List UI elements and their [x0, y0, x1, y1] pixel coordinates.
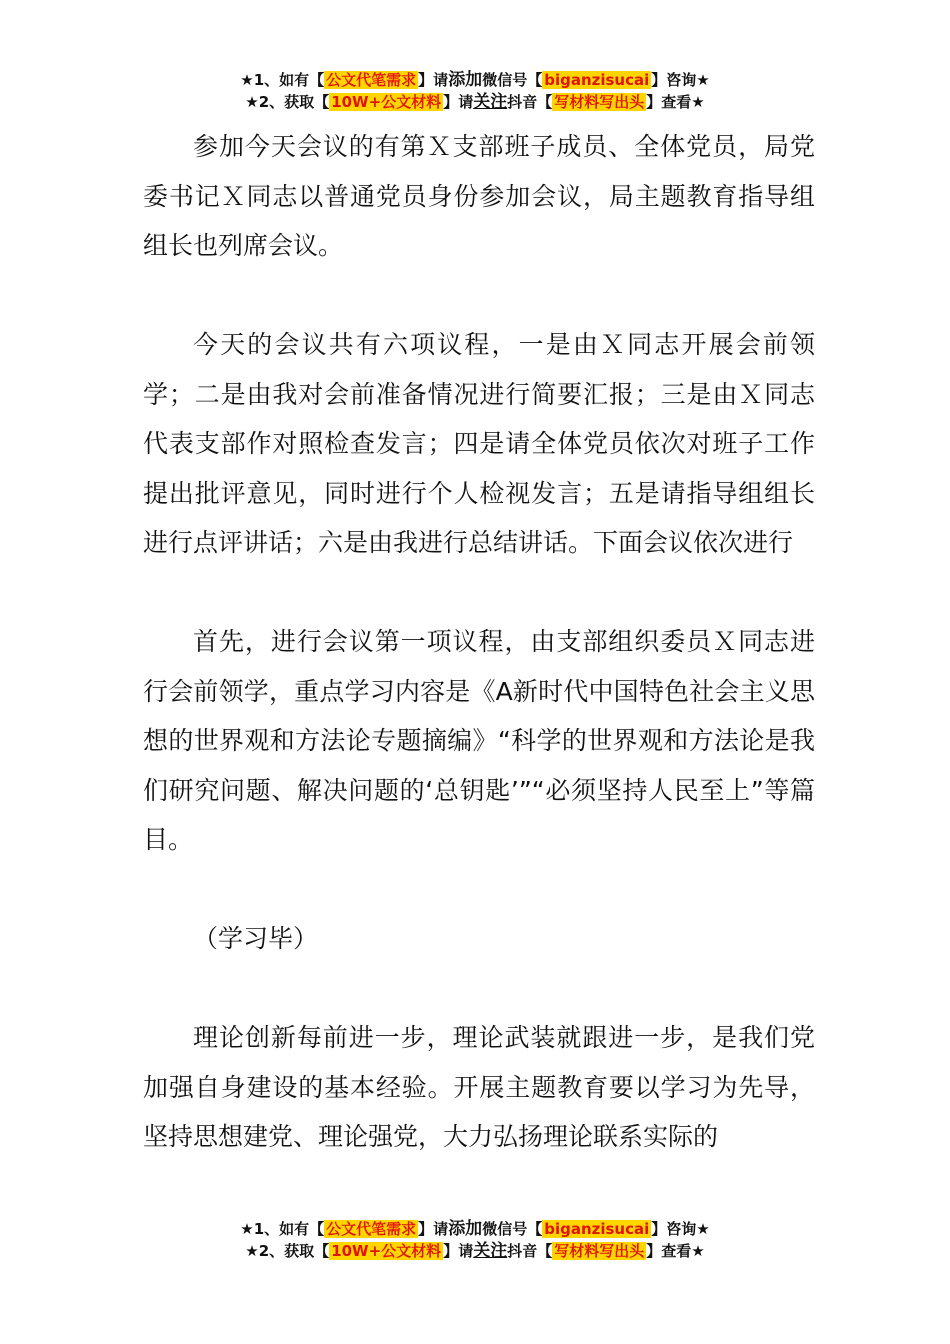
paragraph-study-done: （学习毕） [193, 924, 319, 953]
header-banner [0, 69, 950, 113]
banner-douyin-id: 写材料写出头 [554, 1242, 645, 1260]
paragraph-agenda: 今天的会议共有六项议程，一是由Ｘ同志开展会前领学；二是由我对会前准备情况进行简要汇报；三是由Ｘ同志代表支部作对照检查发言；四是请全体党员依次对班子工作提出批评意见，同时进行个人检视发言；五是请指导组组长进行点评讲话；六是由我进行总结讲话。下面会议依次进行 [143, 330, 815, 557]
banner-wechat-id: biganzisucai [544, 1220, 650, 1238]
banner-wechat-id: biganzisucai [544, 71, 650, 89]
banner-line-1: ★1、如有【 公文代笔需求 】请添加微信号【 biganzisucai 】咨询★ [240, 1219, 710, 1239]
banner-highlight: 公文代笔需求 [326, 1220, 417, 1238]
banner-douyin-id: 写材料写出头 [554, 93, 645, 111]
paragraph-first-item: 首先，进行会议第一项议程，由支部组织委员Ｘ同志进行会前领学，重点学习内容是《A新时代中国特色社会主义思想的世界观和方法论专题摘编》“科学的世界观和方法论是我们研究问题、解决问题的‘总钥匙’”“必须坚持人民至上”等篇目。 [143, 627, 815, 854]
banner-highlight: 公文代笔需求 [326, 71, 417, 89]
banner-highlight: 10W+公文材料 [331, 93, 442, 111]
banner-highlight: 10W+公文材料 [331, 1242, 442, 1260]
paragraph-theory: 理论创新每前进一步，理论武装就跟进一步，是我们党加强自身建设的基本经验。开展主题教育要以学习为先导，坚持思想建党、理论强党，大力弘扬理论联系实际的 [143, 1023, 815, 1151]
banner-line-1: ★1、如有【 公文代笔需求 】请添加微信号【 biganzisucai 】咨询★ [240, 70, 710, 90]
footer-banner [0, 1218, 950, 1262]
banner-line-2: ★2、获取【 10W+公文材料 】请关注抖音【 写材料写出头 】查看★ [245, 92, 705, 112]
paragraph-attendees: 参加今天会议的有第Ｘ支部班子成员、全体党员，局党委书记Ｘ同志以普通党员身份参加会议，局主题教育指导组组长也列席会议。 [143, 132, 815, 260]
document-body [143, 122, 815, 1162]
banner-line-2: ★2、获取【 10W+公文材料 】请关注抖音【 写材料写出头 】查看★ [245, 1241, 705, 1261]
